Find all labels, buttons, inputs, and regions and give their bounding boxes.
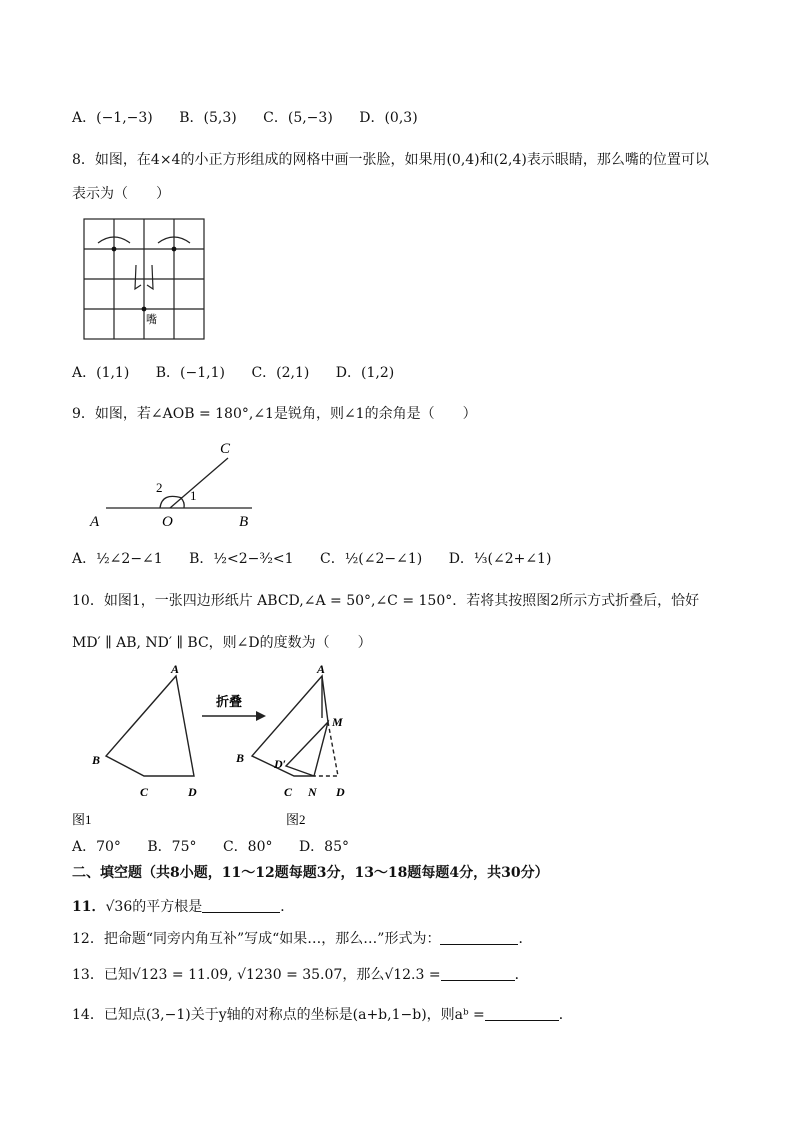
q10-fold-figure — [70, 660, 390, 830]
q10-fig2-label-a: A — [317, 662, 326, 676]
q8-option-a[interactable]: A．(1,1) — [72, 365, 130, 381]
q8-option-b[interactable]: B．(−1,1) — [155, 365, 225, 381]
q13-end: ． — [514, 967, 529, 983]
q10-fig1-caption: 图1 — [72, 812, 92, 827]
q10-option-c[interactable]: C．80° — [222, 839, 273, 855]
q8-option-d[interactable]: D．(1,2) — [335, 365, 395, 381]
q12-answer-blank[interactable] — [440, 930, 518, 945]
q9-label-a: A — [90, 514, 100, 530]
q9-option-b[interactable]: B．½<2−³⁄₂<1 — [189, 551, 294, 567]
q8-eye-right — [172, 247, 177, 252]
q10-fig2-label-dp: D′ — [274, 757, 287, 771]
section2-title: 二、填空题（共8小题，11～12题每题3分，13～18题每题4分，共30分） — [72, 865, 549, 881]
q10-fig1-label-c: C — [140, 785, 149, 799]
q10-fig2-label-d: D — [336, 785, 345, 799]
q8-text-line2: 表示为（ ） — [72, 186, 170, 202]
q10-option-a[interactable]: A．70° — [72, 839, 121, 855]
q14-text: 14．已知点(3,−1)关于y轴的对称点的坐标是(a+b,1−b)，则aᵇ = — [72, 1007, 485, 1023]
q10-fig1-label-a: A — [171, 662, 180, 676]
q11-line — [72, 896, 294, 916]
q9-option-a[interactable]: A．½∠2−∠1 — [72, 551, 163, 567]
q13-answer-blank[interactable] — [441, 966, 515, 981]
q10-fig2-label-c: C — [284, 785, 293, 799]
q11-end: ． — [280, 899, 295, 915]
q11-number: 11． — [72, 899, 106, 915]
q10-option-b[interactable]: B．75° — [147, 839, 197, 855]
q14-answer-blank[interactable] — [485, 1006, 559, 1021]
q9-option-c[interactable]: C．½(∠2−∠1) — [320, 551, 423, 567]
q8-mouth-point — [142, 307, 147, 312]
q7-options — [72, 107, 440, 127]
q14-end: ． — [558, 1007, 573, 1023]
q9-option-d[interactable]: D．⅓(∠2+∠1) — [448, 551, 552, 567]
q10-fold-label: 折叠 — [216, 694, 243, 709]
q12-text: 12．把命题“同旁内角互补”写成“如果…，那么…”形式为： — [72, 931, 441, 947]
q10-fig1-label-b: B — [92, 753, 101, 767]
q7-option-b[interactable]: B．(5,3) — [179, 110, 237, 126]
q8-face-grid-figure — [80, 215, 210, 341]
q9-label-b: B — [239, 514, 249, 530]
q10-fig1-label-d: D — [188, 785, 197, 799]
q10-fig2-caption: 图2 — [286, 812, 306, 827]
q8-eye-left — [112, 247, 117, 252]
q8-options — [72, 362, 416, 382]
q9-label-o: O — [162, 514, 173, 530]
q10-option-d[interactable]: D．85° — [298, 839, 349, 855]
q14-line — [72, 1004, 573, 1024]
q10-options — [72, 836, 371, 856]
q9-label-c: C — [220, 441, 231, 457]
q7-option-a[interactable]: A．(−1,−3) — [72, 110, 153, 126]
q10-fig2-label-b: B — [236, 751, 245, 765]
q13-text: 13．已知√123 = 11.09, √1230 = 35.07，那么√12.3 = — [72, 967, 441, 983]
q12-end: ． — [518, 931, 533, 947]
q8-text-line1: 8．如图，在4×4的小正方形组成的网格中画一张脸，如果用(0,4)和(2,4)表示眼睛，那么嘴的位置可以 — [72, 152, 709, 168]
q7-option-c[interactable]: C．(5,−3) — [263, 110, 333, 126]
q13-line — [72, 964, 529, 984]
q9-text: 9．如图，若∠AOB = 180°,∠1是锐角，则∠1的余角是（ ） — [72, 406, 477, 422]
q9-options — [72, 548, 573, 568]
q12-line — [72, 928, 532, 948]
q7-option-d[interactable]: D．(0,3) — [359, 110, 418, 126]
q10-fig2-label-m: M — [332, 715, 343, 729]
q10-text-line2: MD′ ∥ AB, ND′ ∥ BC，则∠D的度数为（ ） — [72, 635, 372, 651]
q9-label-2: 2 — [156, 480, 163, 495]
q8-mouth-label: 嘴 — [146, 314, 157, 326]
q8-option-c[interactable]: C．(2,1) — [251, 365, 310, 381]
q11-text: √36的平方根是 — [105, 899, 203, 915]
q9-label-1: 1 — [190, 488, 197, 503]
q11-answer-blank[interactable] — [202, 898, 280, 913]
q9-angle-figure — [84, 436, 274, 534]
q10-text-line1: 10．如图1，一张四边形纸片 ABCD,∠A = 50°,∠C = 150°．若将其按照图2所示方式折叠后，恰好 — [72, 593, 700, 609]
q10-fig2-label-n: N — [308, 785, 317, 799]
